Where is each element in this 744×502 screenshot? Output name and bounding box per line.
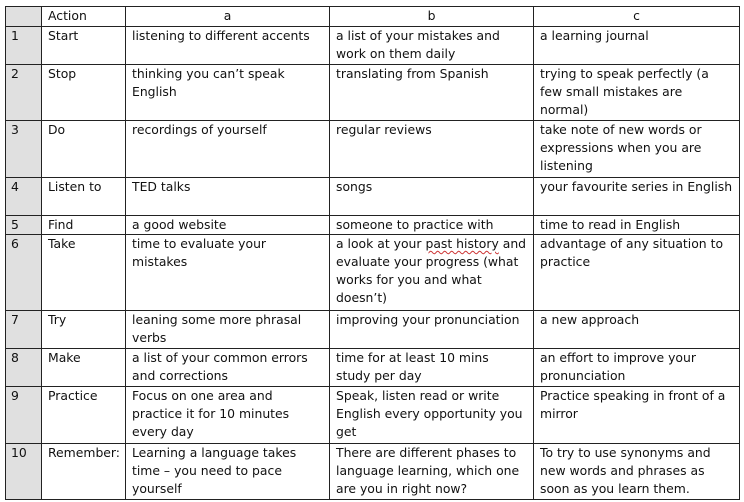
row-action: Start <box>42 27 126 65</box>
cell-b: a list of your mistakes and work on them daily <box>330 27 534 65</box>
cell-a: time to evaluate your mistakes <box>126 235 330 311</box>
row-action: Try <box>42 311 126 349</box>
cell-b-text: a look at your <box>336 236 426 251</box>
cell-c: To try to use synonyms and new words and phrases as soon as you learn them. <box>534 444 740 500</box>
cell-c: take note of new words or expressions when you are listening <box>534 121 740 178</box>
cell-c: trying to speak perfectly (a few small mistakes are normal) <box>534 65 740 121</box>
cell-a: Learning a language takes time – you need to pace yourself <box>126 444 330 500</box>
table-row <box>6 349 740 387</box>
table-row <box>6 65 740 121</box>
row-number: 2 <box>6 65 42 121</box>
cell-b <box>330 235 534 311</box>
header-number <box>6 7 42 27</box>
table-row <box>6 444 740 500</box>
row-number: 3 <box>6 121 42 178</box>
cell-b-text-continued: and evaluate your progress (what works for you and what doesn’t) <box>336 236 527 305</box>
cell-b: time for at least 10 mins study per day <box>330 349 534 387</box>
row-number: 4 <box>6 178 42 216</box>
row-number: 1 <box>6 27 42 65</box>
table-row <box>6 27 740 65</box>
cell-b: There are different phases to language learning, which one are you in right now? <box>330 444 534 500</box>
row-action: Make <box>42 349 126 387</box>
header-action: Action <box>42 7 126 27</box>
cell-a: a list of your common errors and corrections <box>126 349 330 387</box>
cell-a: a good website <box>126 216 330 235</box>
cell-a: recordings of yourself <box>126 121 330 178</box>
row-action: Listen to <box>42 178 126 216</box>
cell-c: advantage of any situation to practice <box>534 235 740 311</box>
row-action: Find <box>42 216 126 235</box>
row-action: Stop <box>42 65 126 121</box>
cell-b: songs <box>330 178 534 216</box>
cell-a: thinking you can’t speak English <box>126 65 330 121</box>
table-row <box>6 235 740 311</box>
header-a: a <box>126 7 330 27</box>
cell-c: time to read in English <box>534 216 740 235</box>
header-c: c <box>534 7 740 27</box>
cell-c: a learning journal <box>534 27 740 65</box>
row-action: Take <box>42 235 126 311</box>
table-row <box>6 387 740 444</box>
header-b: b <box>330 7 534 27</box>
cell-a: leaning some more phrasal verbs <box>126 311 330 349</box>
cell-b: Speak, listen read or write English every opportunity you get <box>330 387 534 444</box>
table-row <box>6 178 740 216</box>
cell-c: a new approach <box>534 311 740 349</box>
cell-c: Practice speaking in front of a mirror <box>534 387 740 444</box>
spellcheck-underlined-text: past history <box>425 236 499 251</box>
row-number: 9 <box>6 387 42 444</box>
table-row <box>6 121 740 178</box>
row-number: 7 <box>6 311 42 349</box>
cell-c: an effort to improve your pronunciation <box>534 349 740 387</box>
cell-a: Focus on one area and practice it for 10 minutes every day <box>126 387 330 444</box>
cell-a: TED talks <box>126 178 330 216</box>
row-action: Do <box>42 121 126 178</box>
cell-b: improving your pronunciation <box>330 311 534 349</box>
action-table <box>5 6 740 500</box>
table-row <box>6 311 740 349</box>
cell-a: listening to different accents <box>126 27 330 65</box>
row-number: 8 <box>6 349 42 387</box>
row-number: 10 <box>6 444 42 500</box>
cell-c: your favourite series in English <box>534 178 740 216</box>
row-action: Practice <box>42 387 126 444</box>
cell-b: translating from Spanish <box>330 65 534 121</box>
table-row <box>6 216 740 235</box>
row-number: 6 <box>6 235 42 311</box>
header-row <box>6 7 740 27</box>
row-number: 5 <box>6 216 42 235</box>
cell-b: regular reviews <box>330 121 534 178</box>
row-action: Remember: <box>42 444 126 500</box>
cell-b: someone to practice with <box>330 216 534 235</box>
